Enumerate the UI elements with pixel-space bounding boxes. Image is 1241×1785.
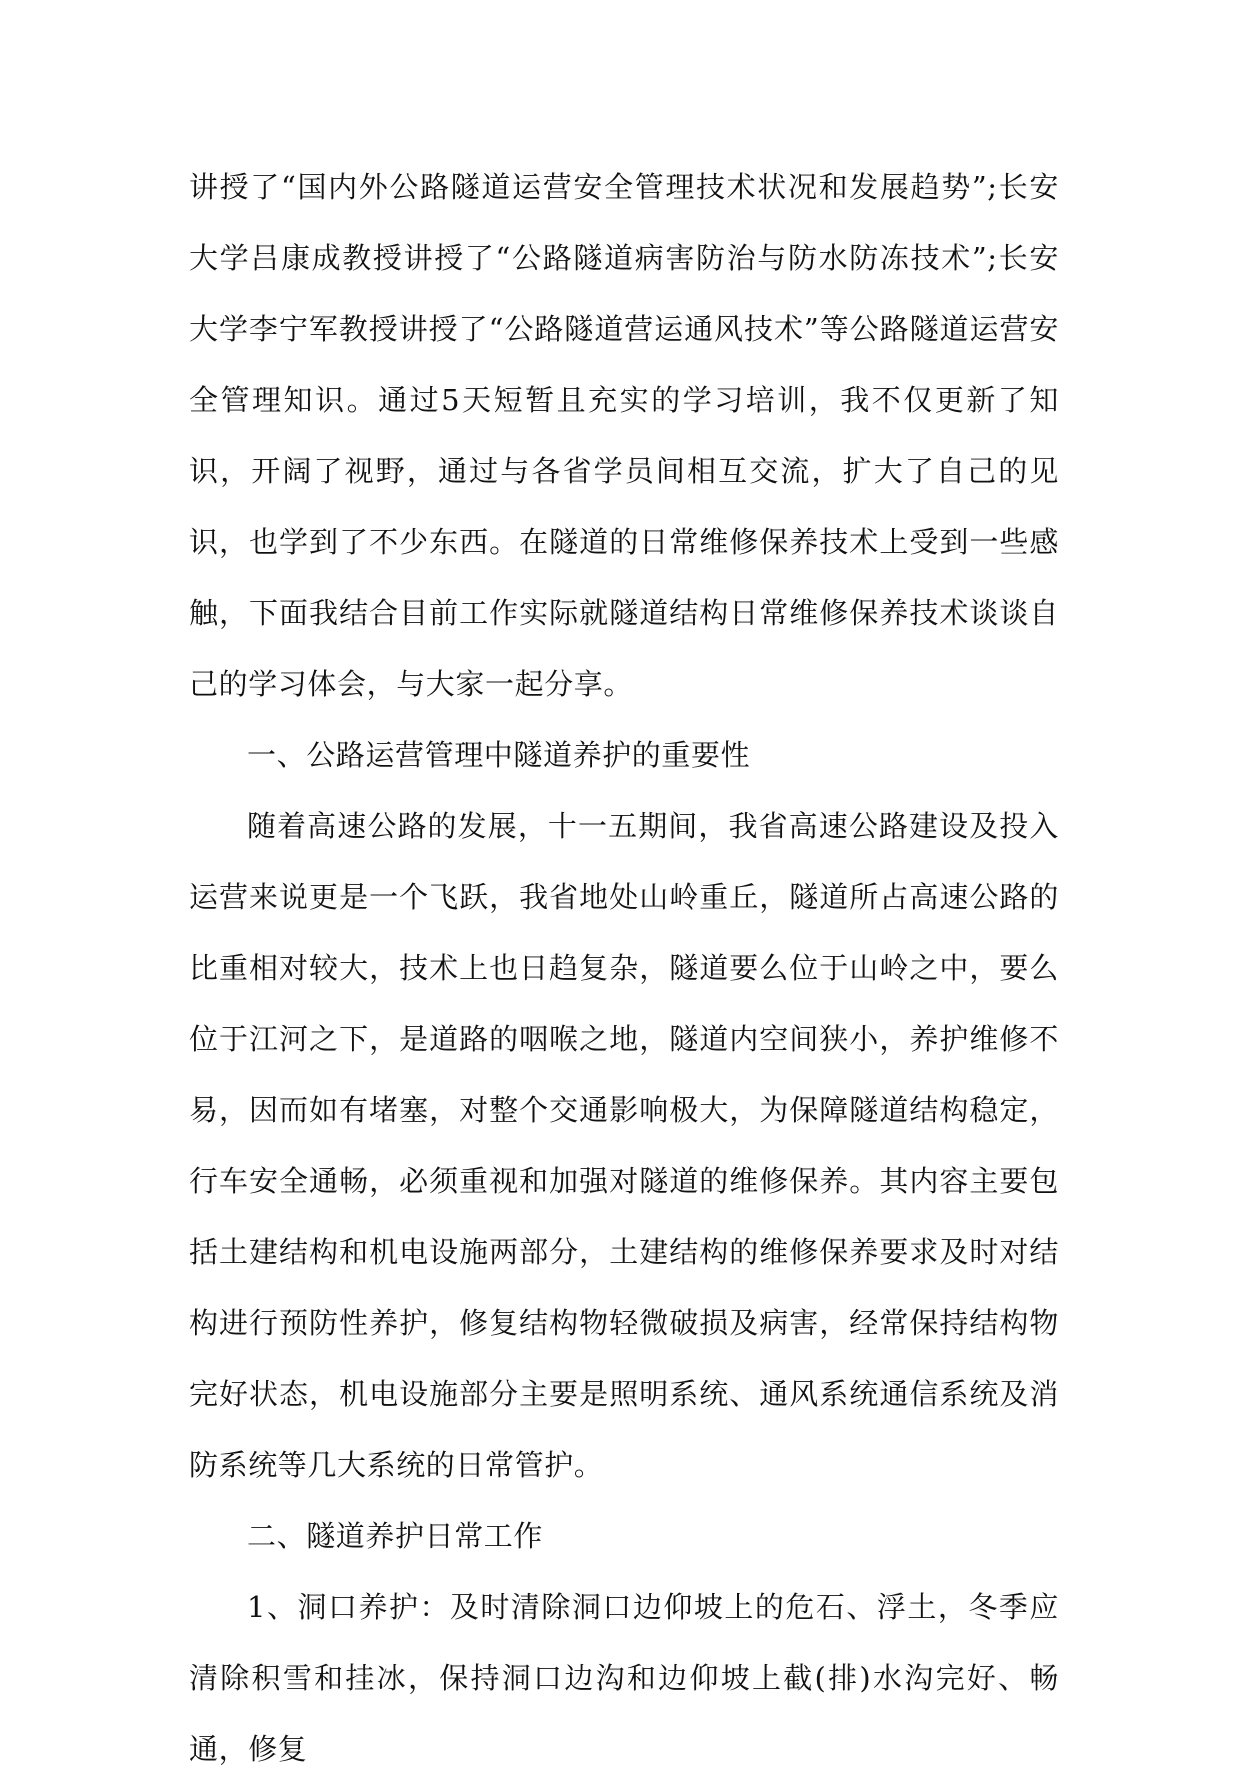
section-heading-importance: 一、公路运营管理中隧道养护的重要性	[247, 738, 751, 772]
paragraph-intro-continuation: 讲授了“国内外公路隧道运营安全管理技术状况和发展趋势”;长安大学吕康成教授讲授了“公路隧道病害防治与防水防冻技术”;长安大学李宁军教授讲授了“公路隧道营运通风技术”等公路隧道运营安全管理知识。通过5天短暂且充实的学习培训，我不仅更新了知识，开阔了视野，通过与各省学员间相互交流，扩大了自己的见识，也学到了不少东西。在隧道的日常维修保养技术上受到一些感触，下面我结合目前工作实际就隧道结构日常维修保养技术谈谈自己的学习体会，与大家一起分享。	[189, 170, 1059, 701]
paragraph-portal-maintenance: 1、洞口养护：及时清除洞口边仰坡上的危石、浮土，冬季应清除积雪和挂冰，保持洞口边沟和边仰坡上截(排)水沟完好、畅通，修复	[189, 1590, 1059, 1766]
document-body	[189, 152, 1059, 1785]
paragraph-importance-body: 随着高速公路的发展，十一五期间，我省高速公路建设及投入运营来说更是一个飞跃，我省地处山岭重丘，隧道所占高速公路的比重相对较大，技术上也日趋复杂，隧道要么位于山岭之中，要么位于江河之下，是道路的咽喉之地，隧道内空间狭小，养护维修不易，因而如有堵塞，对整个交通影响极大，为保障隧道结构稳定，行车安全通畅，必须重视和加强对隧道的维修保养。其内容主要包括土建结构和机电设施两部分，土建结构的维修保养要求及时对结构进行预防性养护，修复结构物轻微破损及病害，经常保持结构物完好状态，机电设施部分主要是照明系统、通风系统通信系统及消防系统等几大系统的日常管护。	[189, 809, 1059, 1482]
section-heading-daily-work: 二、隧道养护日常工作	[247, 1519, 544, 1553]
